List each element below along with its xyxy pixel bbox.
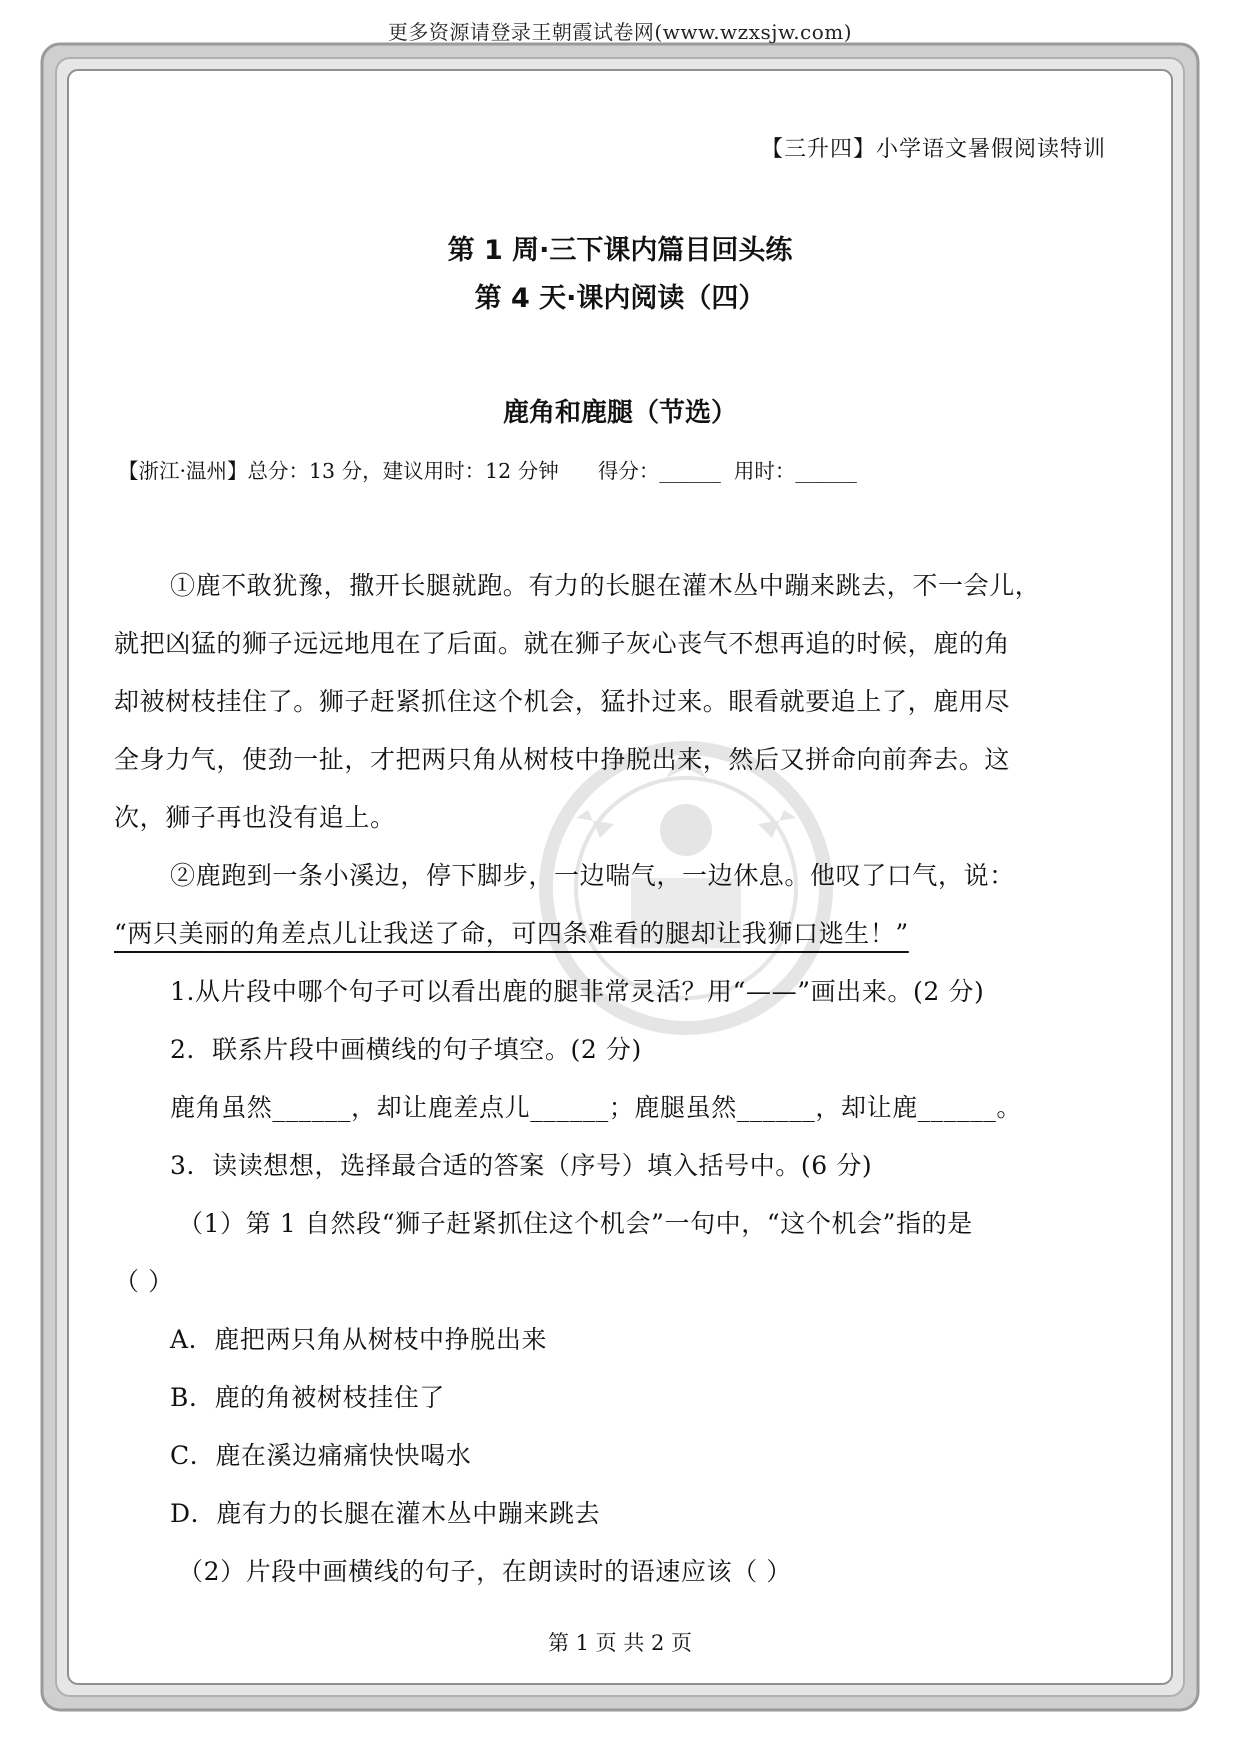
passage-line: 就把凶猛的狮子远远地甩在了后面。就在狮子灰心丧气不想再追的时候，鹿的角: [114, 629, 1011, 658]
question-2-fill-in: 鹿角虽然______，却让鹿差点儿______；鹿腿虽然______，却让鹿______。: [170, 1093, 1023, 1122]
option-c: C．鹿在溪边痛痛快快喝水: [170, 1441, 472, 1470]
passage-line: 全身力气，使劲一扯，才把两只角从树枝中挣脱出来，然后又拼命向前奔去。这: [114, 745, 1011, 774]
day-title: 第 4 天·课内阅读（四）: [474, 283, 766, 314]
series-label: 【三升四】小学语文暑假阅读特训: [760, 137, 1106, 162]
answer-bracket: （ ）: [114, 1267, 174, 1296]
week-title: 第 1 周·三下课内篇目回头练: [447, 235, 793, 266]
passage-line: ①鹿不敢犹豫，撒开长腿就跑。有力的长腿在灌木丛中蹦来跳去，不一会儿，: [170, 571, 1041, 600]
option-a: A．鹿把两只角从树枝中挣脱出来: [170, 1325, 548, 1354]
question-3: 3．读读想想，选择最合适的答案（序号）填入括号中。(6 分): [170, 1151, 873, 1180]
question-3-1: （1）第 1 自然段“狮子赶紧抓住这个机会”一句中，“这个机会”指的是: [178, 1209, 973, 1238]
passage-line: 却被树枝挂住了。狮子赶紧抓住这个机会，猛扑过来。眼看就要追上了，鹿用尽: [114, 687, 1011, 716]
score-info-line: 【浙江·温州】总分：13 分，建议用时：12 分钟 得分：______ 用时：______: [118, 459, 857, 483]
passage-title: 鹿角和鹿腿（节选）: [502, 398, 737, 428]
option-d: D．鹿有力的长腿在灌木丛中蹦来跳去: [170, 1499, 601, 1528]
page-number: 第 1 页 共 2 页: [547, 1631, 693, 1655]
question-3-2: （2）片段中画横线的句子，在朗读时的语速应该（ ）: [178, 1557, 792, 1586]
question-2: 2．联系片段中画横线的句子填空。(2 分): [170, 1035, 642, 1064]
underlined-sentence: “两只美丽的角差点儿让我送了命，可四条难看的腿却让我狮口逃生！”: [114, 919, 909, 948]
question-1: 1.从片段中哪个句子可以看出鹿的腿非常灵活？用“——”画出来。(2 分): [170, 977, 985, 1006]
passage-line: ②鹿跑到一条小溪边，停下脚步，一边喘气，一边休息。他叹了口气，说：: [170, 861, 1015, 890]
option-b: B．鹿的角被树枝挂住了: [170, 1383, 445, 1412]
passage-line: 次，狮子再也没有追上。: [114, 803, 396, 832]
site-note: 更多资源请登录王朝霞试卷网(www.wzxsjw.com): [387, 20, 853, 44]
